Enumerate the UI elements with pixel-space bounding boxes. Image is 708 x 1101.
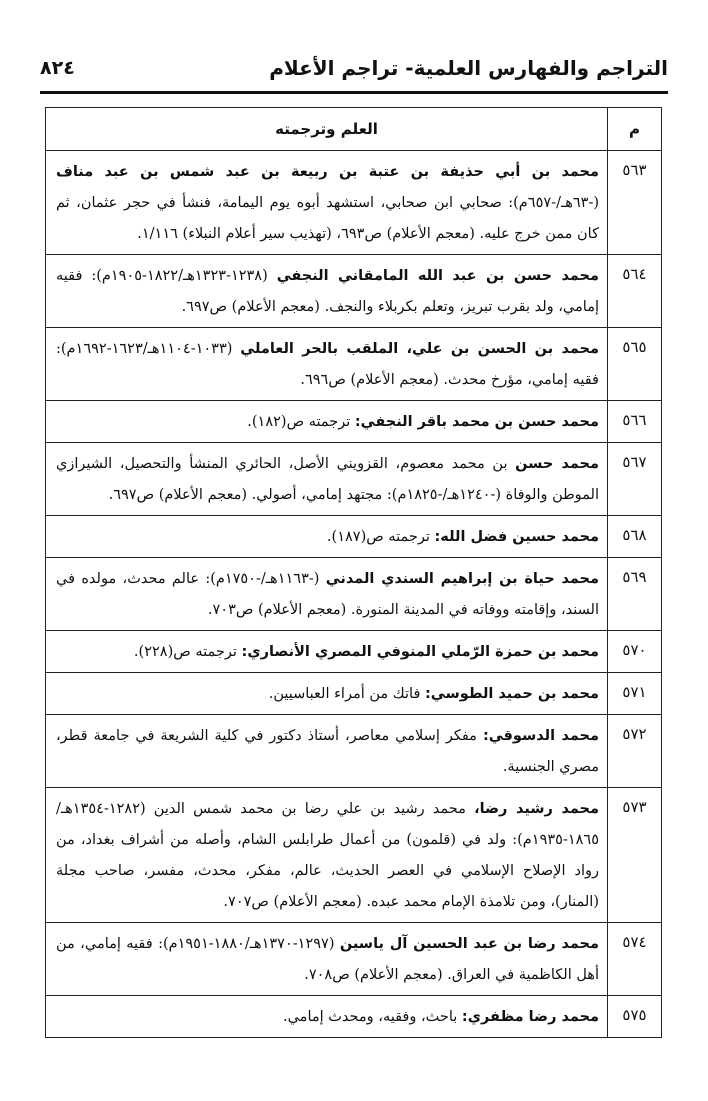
- entry-description: فاتك من أمراء العباسيين.: [268, 686, 425, 702]
- table-header-row: [46, 108, 662, 151]
- entry-text: [46, 328, 608, 401]
- column-header-entry: العلم وترجمته: [46, 108, 608, 151]
- entry-description: (١٢٣٨-١٣٢٣هـ/١٨٢٢-١٩٠٥م): فقيه إمامي، ولد بقرب تبريز، وتعلم بكربلاء والنجف. (معجم الأعلام) ص٦٩٧.: [56, 268, 599, 315]
- entry-text: [46, 788, 608, 923]
- entry-name: محمد بن حمزة الرّملي المنوفي المصري الأنصاري:: [241, 644, 599, 660]
- entry-description: باحث، وفقيه، ومحدث إمامي.: [282, 1009, 462, 1025]
- table-row: [46, 328, 662, 401]
- entry-number: ٥٧٥: [608, 996, 662, 1038]
- entry-text: [46, 631, 608, 673]
- entry-name: محمد حسن: [515, 456, 599, 472]
- entry-text: [46, 443, 608, 516]
- entry-name: محمد بن الحسن بن علي، الملقب بالحر العاملي: [240, 341, 599, 357]
- table-row: [46, 516, 662, 558]
- entry-name: محمد حسن بن محمد باقر النجفي:: [354, 414, 599, 430]
- entry-description: بن محمد معصوم، القزويني الأصل، الحائري المنشأ والتحصيل، الشيرازي الموطن والوفاة (-١٢٤٠هـ/-١٨٢٥م): مجتهد إمامي، أصولي. (معجم الأعلام) ص٦٩٧.: [56, 456, 599, 503]
- table-row: [46, 715, 662, 788]
- entry-number: ٥٦٧: [608, 443, 662, 516]
- entry-number: ٥٦٨: [608, 516, 662, 558]
- table-row: [46, 443, 662, 516]
- table-row: [46, 558, 662, 631]
- entry-name: محمد الدسوقي:: [482, 728, 599, 744]
- entry-name: محمد حسن بن عبد الله المامقاني النجفي: [276, 268, 599, 284]
- entry-number: ٥٧١: [608, 673, 662, 715]
- entry-name: محمد حسين فضل الله:: [434, 529, 599, 545]
- entry-description: (١٢٩٧-١٣٧٠هـ/١٨٨٠-١٩٥١م): فقيه إمامي، من أهل الكاظمية في العراق. (معجم الأعلام) ص٧٠٨.: [56, 936, 599, 983]
- entry-name: محمد رضا بن عبد الحسين آل ياسين: [339, 936, 599, 952]
- entry-description: (١٠٣٣-١١٠٤هـ/١٦٢٣-١٦٩٢م): فقيه إمامي، مؤرخ محدث. (معجم الأعلام) ص٦٩٦.: [56, 341, 599, 388]
- biographies-table: [45, 107, 662, 1038]
- entry-name: محمد بن حميد الطوسي:: [425, 686, 599, 702]
- entry-description: محمد رشيد بن علي رضا بن محمد شمس الدين (١٢٨٢-١٣٥٤هـ/١٨٦٥-١٩٣٥م): ولد في (قلمون) من أعمال طرابلس الشام، وأصله من أشراف بغداد، من رواد الإصلاح الإسلامي في العصر الحديث، عالم، مفكر، محدث، مفسر، صاحب مجلة (المنار)، ومن تلامذة الإمام محمد عبده. (معجم الأعلام) ص٧٠٧.: [56, 801, 599, 910]
- entry-description: (-٦٣هـ/-٦٥٧م): صحابي ابن صحابي، استشهد أبوه يوم اليمامة، فنشأ في حجر عثمان، ثم كان ممن خرج عليه. (معجم الأعلام) ص٦٩٣، (تهذيب سير أعلام النبلاء) ١/١١٦.: [56, 195, 599, 242]
- entry-number: ٥٦٤: [608, 255, 662, 328]
- entry-description: (-١١٦٣هـ/-١٧٥٠م): عالم محدث، مولده في السند، وإقامته ووفاته في المدينة المنورة. (معجم الأعلام) ص٧٠٣.: [56, 571, 599, 618]
- entry-text: [46, 673, 608, 715]
- entry-number: ٥٧٠: [608, 631, 662, 673]
- entry-description: ترجمته ص(١٨٧).: [326, 529, 435, 545]
- table-row: [46, 996, 662, 1038]
- entry-name: محمد حياة بن إبراهيم السندي المدني: [325, 571, 599, 587]
- entry-number: ٥٦٥: [608, 328, 662, 401]
- entry-number: ٥٦٣: [608, 151, 662, 255]
- entry-text: [46, 255, 608, 328]
- entry-text: [46, 558, 608, 631]
- entry-text: [46, 715, 608, 788]
- column-header-number: م: [608, 108, 662, 151]
- entry-text: [46, 996, 608, 1038]
- table-row: [46, 923, 662, 996]
- entry-description: ترجمته ص(٢٢٨).: [133, 644, 242, 660]
- entry-text: [46, 401, 608, 443]
- header-rule: [40, 91, 668, 94]
- entry-description: ترجمته ص(١٨٢).: [247, 414, 355, 430]
- entry-name: محمد رضا مظفري:: [461, 1009, 599, 1025]
- page-number: ٨٢٤: [40, 57, 75, 79]
- page-header: [40, 56, 668, 90]
- table-row: [46, 255, 662, 328]
- running-title: التراجم والفهارس العلمية- تراجم الأعلام: [269, 56, 668, 80]
- entry-number: ٥٦٦: [608, 401, 662, 443]
- table-row: [46, 401, 662, 443]
- table-row: [46, 673, 662, 715]
- entry-number: ٥٧٣: [608, 788, 662, 923]
- entry-name: محمد رشيد رضا،: [474, 801, 599, 817]
- entry-description: مفكر إسلامي معاصر، أستاذ دكتور في كلية الشريعة في جامعة قطر، مصري الجنسية.: [56, 728, 599, 775]
- entry-name: محمد بن أبي حذيفة بن عتبة بن ربيعة بن عبد شمس بن عبد مناف: [56, 164, 599, 180]
- entry-text: [46, 151, 608, 255]
- table-row: [46, 788, 662, 923]
- entry-number: ٥٧٤: [608, 923, 662, 996]
- entry-text: [46, 516, 608, 558]
- table-row: [46, 631, 662, 673]
- table-row: [46, 151, 662, 255]
- entry-number: ٥٦٩: [608, 558, 662, 631]
- entry-text: [46, 923, 608, 996]
- entry-number: ٥٧٢: [608, 715, 662, 788]
